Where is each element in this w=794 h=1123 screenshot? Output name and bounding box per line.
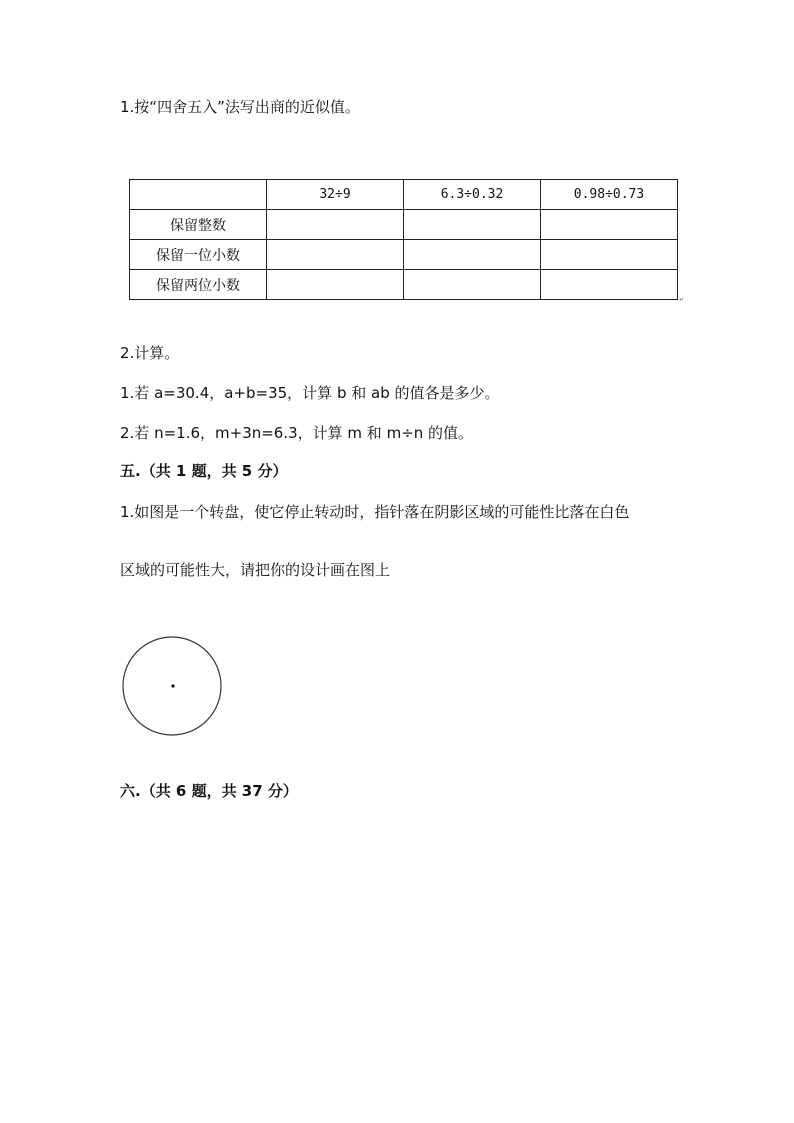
table-column-header: 6.3÷0.32 bbox=[404, 180, 541, 210]
spinner-center-dot bbox=[171, 684, 174, 687]
table-answer-cell[interactable] bbox=[541, 210, 678, 240]
section-6-heading: 六.（共 6 题，共 37 分） bbox=[120, 782, 298, 800]
table-row-label: 保留整数 bbox=[130, 210, 267, 240]
table-answer-cell[interactable] bbox=[404, 210, 541, 240]
table-row-label: 保留一位小数 bbox=[130, 240, 267, 270]
table-row-label: 保留两位小数 bbox=[130, 270, 267, 300]
spinner-circle[interactable] bbox=[122, 636, 222, 736]
table-row bbox=[130, 240, 678, 270]
table-answer-cell[interactable] bbox=[267, 270, 404, 300]
question-2-item-1: 1.若 a=30.4，a+b=35，计算 b 和 ab 的值各是多少。 bbox=[120, 384, 500, 402]
section-5-question-line-1: 1.如图是一个转盘，使它停止转动时，指针落在阴影区域的可能性比落在白色 bbox=[120, 503, 630, 521]
question-2-item-2: 2.若 n=1.6，m+3n=6.3，计算 m 和 m÷n 的值。 bbox=[120, 424, 474, 442]
section-5-heading: 五.（共 1 题，共 5 分） bbox=[120, 462, 288, 480]
table-answer-cell[interactable] bbox=[267, 210, 404, 240]
table-answer-cell[interactable] bbox=[541, 240, 678, 270]
table-column-header: 32÷9 bbox=[267, 180, 404, 210]
table-header-row bbox=[130, 180, 678, 210]
table-answer-cell[interactable] bbox=[541, 270, 678, 300]
table-answer-cell[interactable] bbox=[404, 240, 541, 270]
question-2-title: 2.计算。 bbox=[120, 344, 180, 362]
table-row bbox=[130, 270, 678, 300]
question-1-title: 1.按“四舍五入”法写出商的近似值。 bbox=[120, 98, 360, 116]
section-5-question-line-2: 区域的可能性大，请把你的设计画在图上 bbox=[120, 561, 391, 579]
table-end-mark: ↵ bbox=[679, 296, 685, 303]
table-answer-cell[interactable] bbox=[267, 240, 404, 270]
table-column-header: 0.98÷0.73 bbox=[541, 180, 678, 210]
table-answer-cell[interactable] bbox=[404, 270, 541, 300]
table-row bbox=[130, 210, 678, 240]
table-corner-cell bbox=[130, 180, 267, 210]
rounding-table bbox=[129, 179, 678, 300]
